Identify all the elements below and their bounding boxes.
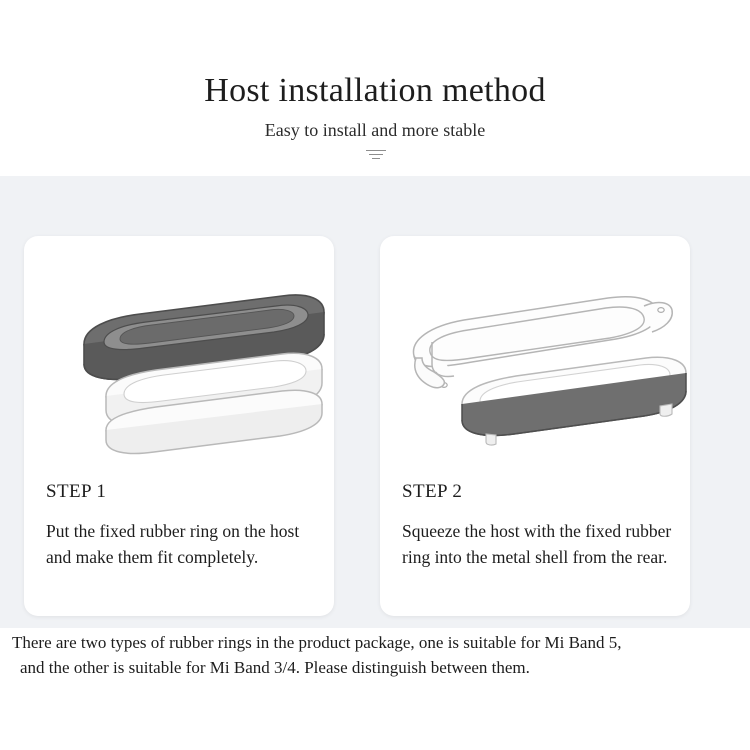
- page-subtitle: Easy to install and more stable: [264, 120, 486, 140]
- metal-shell-and-host-illustration: [380, 244, 690, 474]
- page-title: Host installation method: [204, 72, 546, 109]
- step-1-label: STEP 1: [46, 481, 107, 502]
- footer-note-line-2: and the other is suitable for Mi Band 3/4. Please distinguish between them.: [20, 658, 530, 677]
- footer-note: [0, 630, 750, 680]
- steps-panel: [0, 176, 750, 628]
- rubber-ring-and-host-illustration: [24, 244, 334, 474]
- step-1-text: Put the fixed rubber ring on the host and make them fit completely.: [46, 521, 300, 567]
- step-card-2: [380, 236, 690, 616]
- step-card-1: [24, 236, 334, 616]
- page-header: [0, 0, 750, 176]
- step-2-text: Squeeze the host with the fixed rubber ring into the metal shell from the rear.: [402, 521, 672, 567]
- three-lines-divider-icon: [365, 150, 387, 162]
- step-2-label: STEP 2: [402, 481, 463, 502]
- footer-note-line-1: There are two types of rubber rings in the product package, one is suitable for Mi Band 5,: [12, 633, 622, 652]
